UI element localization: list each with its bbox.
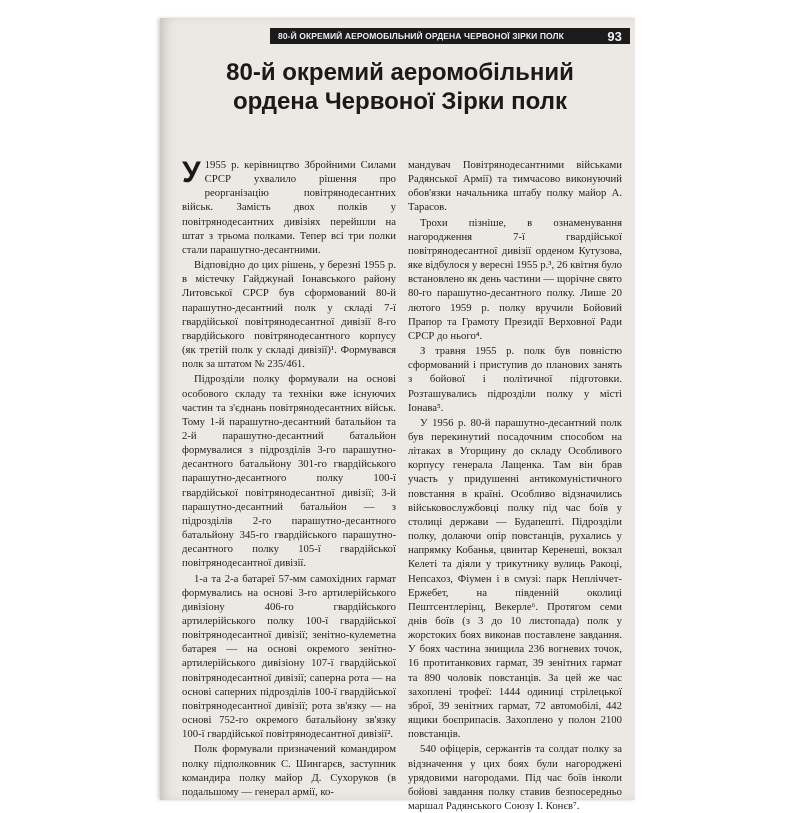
right-column xyxy=(408,158,622,813)
paragraph xyxy=(182,158,396,257)
paragraph: Відповідно до цих рішень, у березні 1955 р. в містечку Гайджунай Іонавського району Литовської СРСР був сформований 80-й парашутно-десантний полк у складі 7-ї гвардійської повітрянодесантної дивізії 8-го гвардійського повітрянодесантного корпусу (як третій полк у складі дивізії)¹. Формувався полк за штатом № 235/461. xyxy=(182,259,396,371)
running-title: 80-Й ОКРЕМИЙ АЕРОМОБІЛЬНИЙ ОРДЕНА ЧЕРВОНОЇ ЗІРКИ ПОЛК xyxy=(278,31,564,41)
paragraph: У 1956 р. 80-й парашутно-десантний полк був перекинутий посадочним способом на літаках в Угорщину до складу Особливого корпусу генерала Лащенка. Там він брав участь у придушенні антикомуністичного повстання в країні. Особливо відзначились військовослужбовці полку під час боїв у столиці держави — Будапешті. Підрозділи полку, долаючи опір повстанців, рухались у напрямку Кобанья, цвинтар Керенеші, вокзал Келеті та діяли у трикутнику вулиць Ракоці, Непсахоз, Фіумен і в смузі: парк Непліччет-Ержебет, на південній околиці Пештсентлерінц, Векерле⁶. Протягом семи днів боїв (з 3 до 10 листопада) полк у жорстоких боях виконав поставлене завдання. У боях частина знищила 236 вогневих точок, 16 протитанкових гармат, 39 зенітних гармат та 890 чоловік повстанців. За цей же час захоплені трофеї: 1444 одиниці стрілецької зброї, 39 зенітних гармат, 72 автомобілі, 442 ящики боєприпасів. Захоплено у полон 2100 повстанців. xyxy=(408,416,622,741)
paragraph: 1-а та 2-а батареї 57-мм самохідних гармат формувались на основі 3-го артилерійського дивізіону 406-го гвардійського артилерійського полку 100-ї гвардійської повітрянодесантної дивізії; зенітно-кулеметна батарея — на основі окремого зенітно-артилерійського дивізіону 107-ї гвардійської повітрянодесантної дивізії; саперна рота — на основі саперних підрозділів 100-ї гвардійської повітрянодесантної дивізії; рота зв'язку — на основі 752-го окремого батальйону зв'язку 100-ї гвардійської повітрянодесантної дивізії². xyxy=(182,572,396,741)
paragraph: Підрозділи полку формували на основі особового складу та техніки вже існуючих частин та з'єднань повітрянодесантних військ. Тому 1-й парашутно-десантний батальйон та 2-й парашутно-десантний батальйон формувалися з підрозділів 3-го парашутно-десантного батальйону 301-го гвардійського парашутно-десантного полку 100-ї гвардійської повітрянодесантної дивізії; 3-й парашутно-десантний батальйон — з підрозділів 2-го парашутно-десантного батальйону 345-го гвардійського парашутно-десантного полку 105-ї гвардійської повітрянодесантної дивізії. xyxy=(182,373,396,570)
running-header xyxy=(270,28,630,44)
paragraph: Полк формували призначений командиром полку підполковник С. Шингарєв, заступник командира полку майор Д. Сухоруков (в подальшому — генерал армії, ко- xyxy=(182,743,396,798)
page-number: 93 xyxy=(607,28,622,44)
drop-cap: У xyxy=(182,156,201,189)
paragraph: 540 офіцерів, сержантів та солдат полку за відзначення у цих боях були нагороджені урядовими нагородами. Під час боїв інколи бойові завдання полку ставив безпосередньо маршал Радянського Союзу І. Конєв⁷. xyxy=(408,743,622,813)
paragraph: мандувач Повітрянодесантними військами Радянської Армії) та тимчасово виконуючий обов'язки начальника штабу полку майор А. Тарасов. xyxy=(408,159,622,214)
paragraph: Трохи пізніше, в ознаменування нагородження 7-ї гвардійської повітрянодесантної дивізії орденом Кутузова, яке відбулося у вересні 1955 р.³, 26 квітня було встановлено як день частини — щорічне свято 80-го парашутно-десантного полку. Лише 20 лютого 1959 р. полку вручили Бойовий Прапор та Грамоту Президії Верховної Ради СРСР до нього⁴. xyxy=(408,216,622,342)
chapter-title-line-1: 80-й окремий аеромобільний xyxy=(226,59,574,86)
left-column xyxy=(182,158,396,798)
chapter-title xyxy=(180,58,620,116)
paragraph: З травня 1955 р. полк був повністю сформований і приступив до планових занять з бойової і політичної підготовки. Розташувались підрозділи полку у місті Іонава⁵. xyxy=(408,345,622,414)
paragraph-text: 1955 р. керівництво Збройними Силами СРСР ухвалило рішення про реорганізацію повітрянодесантних військ. Замість двох полків у повітрянодесантних дивізіях перейшли на штат з трьома полками. Тепер всі три полки стали парашутно-десантними. xyxy=(182,159,396,256)
chapter-title-line-2: ордена Червоної Зірки полк xyxy=(233,88,567,115)
text-columns xyxy=(182,156,622,813)
book-page xyxy=(160,18,635,813)
